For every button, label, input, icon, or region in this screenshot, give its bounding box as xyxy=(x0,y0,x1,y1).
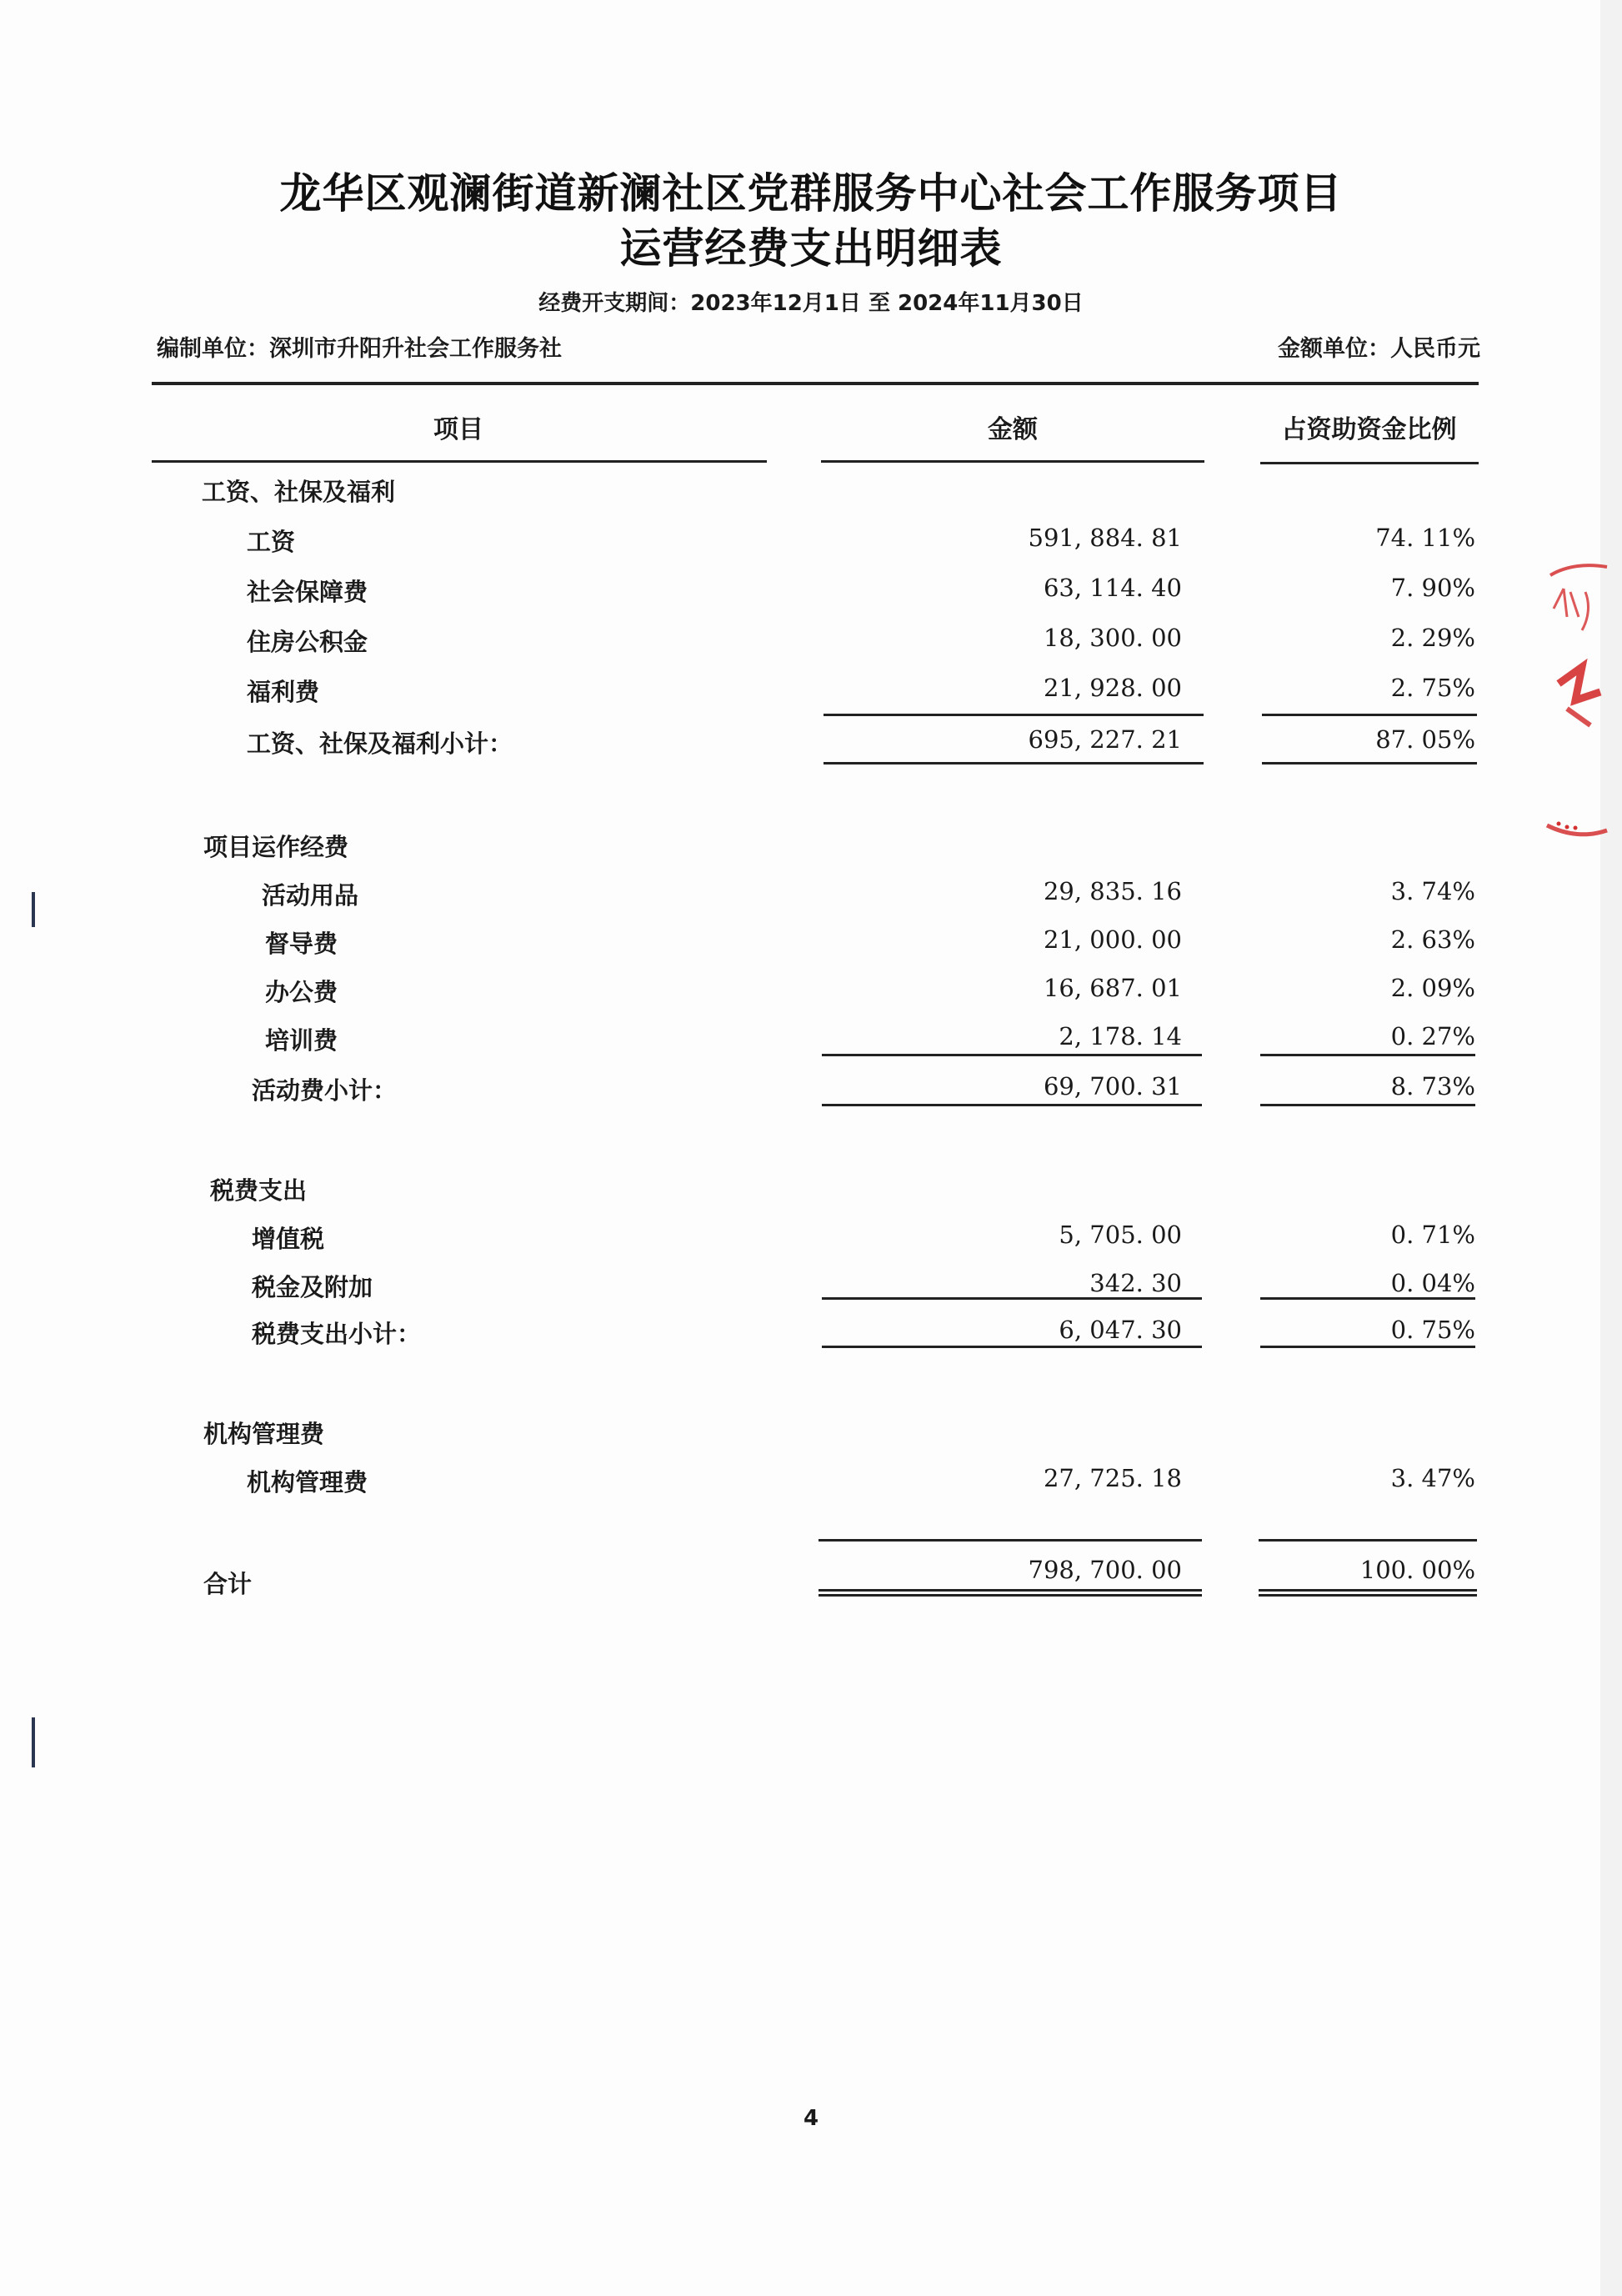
section-heading xyxy=(0,1172,1622,1206)
subtotal-bottom-rule-ratio xyxy=(1260,1104,1475,1106)
expense-period: 经费开支期间：2023年12月1日 至 2024年11月30日 xyxy=(538,291,1084,316)
header-underline-amount xyxy=(821,460,1204,463)
row-amount: 21, 928. 00 xyxy=(1043,674,1182,702)
table-row xyxy=(0,974,1622,1007)
subtotal-ratio: 0. 75% xyxy=(1390,1316,1475,1344)
row-ratio: 0. 04% xyxy=(1390,1269,1475,1297)
subtotal-rule-amount xyxy=(824,714,1204,716)
subtotal-amount: 69, 700. 31 xyxy=(1043,1072,1182,1100)
section-title: 项目运作经费 xyxy=(203,833,349,861)
total-double-rule-amount xyxy=(819,1589,1202,1592)
row-label: 工资 xyxy=(247,528,296,556)
subtotal-bottom-rule-ratio xyxy=(1262,762,1477,764)
header-item: 项目 xyxy=(433,415,483,444)
row-ratio: 3. 47% xyxy=(1390,1464,1475,1492)
subtotal-rule-amount xyxy=(822,1054,1202,1056)
section-title: 税费支出 xyxy=(210,1176,308,1205)
subtotal-bottom-rule-ratio xyxy=(1260,1346,1475,1348)
table-row xyxy=(0,524,1622,557)
row-label: 办公费 xyxy=(265,978,338,1006)
table-top-rule xyxy=(152,382,1479,385)
row-label: 社会保障费 xyxy=(247,578,368,606)
header-underline-ratio xyxy=(1260,462,1479,464)
row-ratio: 0. 27% xyxy=(1390,1022,1475,1050)
row-label: 督导费 xyxy=(265,930,338,958)
currency-unit: 金额单位：人民币元 xyxy=(1278,336,1480,362)
page-number: 4 xyxy=(803,2106,819,2131)
row-ratio: 2. 29% xyxy=(1390,624,1475,652)
total-amount: 798, 700. 00 xyxy=(1028,1556,1182,1584)
section-heading xyxy=(0,474,1622,507)
row-amount: 63, 114. 40 xyxy=(1043,574,1182,602)
subtotal-rule-amount xyxy=(822,1297,1202,1300)
subtotal-ratio: 87. 05% xyxy=(1375,725,1475,754)
table-row xyxy=(0,674,1622,707)
subtotal-row xyxy=(0,725,1622,759)
scan-edge xyxy=(1600,0,1622,2296)
document-title: 龙华区观澜街道新澜社区党群服务中心社会工作服务项目 xyxy=(279,169,1343,218)
row-amount: 591, 884. 81 xyxy=(1028,524,1182,552)
subtotal-rule-ratio xyxy=(1260,1054,1475,1056)
row-ratio: 0. 71% xyxy=(1390,1221,1475,1249)
subtotal-amount: 6, 047. 30 xyxy=(1059,1316,1182,1344)
section-heading xyxy=(0,1416,1622,1449)
subtotal-bottom-rule-amount xyxy=(822,1104,1202,1106)
binding-mark xyxy=(32,1717,35,1767)
row-ratio: 3. 74% xyxy=(1390,877,1475,905)
subtotal-rule-ratio xyxy=(1262,714,1477,716)
row-amount: 5, 705. 00 xyxy=(1059,1221,1182,1249)
row-label: 住房公积金 xyxy=(247,628,368,656)
table-row xyxy=(0,624,1622,657)
official-seal-fragment xyxy=(1542,559,1609,875)
subtotal-ratio: 8. 73% xyxy=(1390,1072,1475,1100)
table-row xyxy=(0,877,1622,910)
document-subtitle: 运营经费支出明细表 xyxy=(619,224,1003,273)
row-amount: 27, 725. 18 xyxy=(1043,1464,1182,1492)
total-double-rule-amount xyxy=(819,1594,1202,1597)
table-row xyxy=(0,1022,1622,1055)
subtotal-rule-ratio xyxy=(1260,1297,1475,1300)
table-row xyxy=(0,1464,1622,1497)
row-amount: 342. 30 xyxy=(1089,1269,1182,1297)
total-label: 合计 xyxy=(203,1570,253,1598)
header-underline-item xyxy=(152,460,767,463)
row-ratio: 7. 90% xyxy=(1390,574,1475,602)
subtotal-bottom-rule-amount xyxy=(824,762,1204,764)
row-ratio: 2. 75% xyxy=(1390,674,1475,702)
subtotal-label: 活动费小计： xyxy=(252,1076,398,1105)
row-amount: 2, 178. 14 xyxy=(1059,1022,1182,1050)
section-heading xyxy=(0,829,1622,862)
total-row xyxy=(0,1556,1622,1598)
subtotal-label: 工资、社保及福利小计： xyxy=(247,729,513,758)
total-double-rule-ratio xyxy=(1259,1589,1477,1592)
subtotal-row xyxy=(0,1072,1622,1105)
subtotal-bottom-rule-amount xyxy=(822,1346,1202,1348)
row-amount: 16, 687. 01 xyxy=(1043,974,1182,1002)
subtotal-label: 税费支出小计： xyxy=(252,1320,422,1348)
row-label: 机构管理费 xyxy=(247,1468,368,1496)
row-ratio: 2. 09% xyxy=(1390,974,1475,1002)
row-label: 培训费 xyxy=(265,1026,338,1055)
row-ratio: 2. 63% xyxy=(1390,925,1475,954)
row-label: 福利费 xyxy=(247,678,320,706)
row-amount: 29, 835. 16 xyxy=(1043,877,1182,905)
row-ratio: 74. 11% xyxy=(1375,524,1475,552)
table-row xyxy=(0,925,1622,959)
subtotal-row xyxy=(0,1316,1622,1349)
row-amount: 18, 300. 00 xyxy=(1043,624,1182,652)
row-label: 增值税 xyxy=(252,1225,325,1253)
table-row xyxy=(0,1221,1622,1254)
row-label: 税金及附加 xyxy=(252,1273,373,1301)
subtotal-amount: 695, 227. 21 xyxy=(1028,725,1182,754)
total-ratio: 100. 00% xyxy=(1359,1556,1475,1584)
total-top-rule-amount xyxy=(819,1539,1202,1542)
table-row xyxy=(0,574,1622,607)
row-amount: 21, 000. 00 xyxy=(1043,925,1182,954)
header-amount: 金额 xyxy=(988,415,1038,444)
header-ratio: 占资助资金比例 xyxy=(1281,415,1457,444)
total-top-rule-ratio xyxy=(1259,1539,1477,1542)
row-label: 活动用品 xyxy=(262,881,359,910)
total-double-rule-ratio xyxy=(1259,1594,1477,1597)
section-title: 机构管理费 xyxy=(203,1420,325,1448)
section-title: 工资、社保及福利 xyxy=(202,478,396,506)
compiling-unit: 编制单位：深圳市升阳升社会工作服务社 xyxy=(157,336,562,362)
